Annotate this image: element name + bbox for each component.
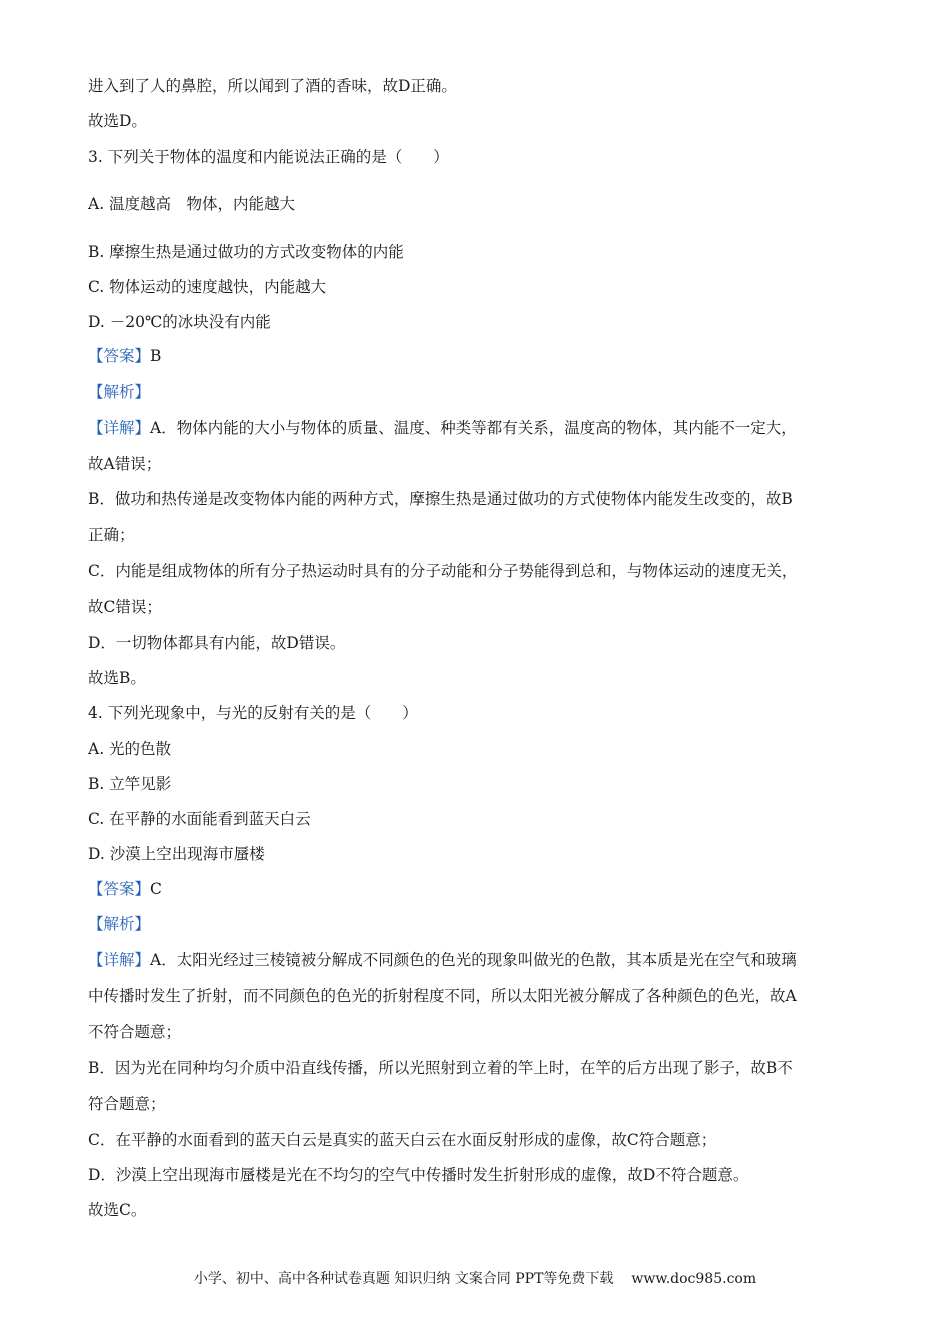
label-bracket: 】	[134, 915, 151, 933]
option-d: D. －20℃的冰块没有内能	[88, 313, 271, 331]
label-bracket: 】	[134, 347, 151, 365]
option-b: B. 摩擦生热是通过做功的方式改变物体的内能	[88, 243, 404, 261]
footer-text: 小学、初中、高中各种试卷真题 知识归纳 文案合同 PPT等免费下载	[193, 1271, 614, 1287]
option-b: B. 立竿见影	[88, 775, 172, 793]
footer-url-link[interactable]: www.doc985.com	[631, 1271, 757, 1287]
label-body: C	[150, 880, 162, 898]
detail-line: 不符合题意；	[88, 1023, 182, 1041]
detail-line: B．因为光在同种均匀介质中沿直线传播，所以光照射到立着的竿上时，在竿的后方出现了影子，故B不	[88, 1059, 793, 1077]
detail-line: C．在平静的水面看到的蓝天白云是真实的蓝天白云在水面反射形成的虚像，故C符合题意；	[88, 1131, 717, 1149]
answer-label	[88, 879, 868, 899]
detail-line: 符合题意；	[88, 1095, 166, 1113]
label-bracket: 【	[88, 951, 104, 969]
label-body: A．太阳光经过三棱镜被分解成不同颜色的色光的现象叫做光的色散，其本质是光在空气和玻璃	[150, 951, 797, 969]
label-bracket: 】	[134, 419, 151, 437]
label-bracket: 】	[134, 951, 151, 969]
label-text: 解析	[103, 383, 135, 401]
label-bracket: 【	[88, 383, 104, 401]
label-bracket: 】	[134, 383, 151, 401]
label-bracket: 【	[88, 419, 104, 437]
label-bracket: 【	[88, 915, 104, 933]
label-bracket: 【	[88, 880, 104, 898]
text-line: 故选C。	[88, 1201, 147, 1219]
option-c: C. 在平静的水面能看到蓝天白云	[88, 810, 311, 828]
label-body: B	[150, 347, 162, 365]
option-d: D. 沙漠上空出现海市蜃楼	[88, 845, 265, 863]
analysis-label	[88, 914, 868, 934]
question-3: 3. 下列关于物体的温度和内能说法正确的是（ ）	[88, 148, 449, 166]
question-4: 4. 下列光现象中，与光的反射有关的是（ ）	[88, 704, 418, 722]
option-c: C. 物体运动的速度越快，内能越大	[88, 278, 327, 296]
detail-line: 故C错误；	[88, 598, 162, 616]
label-body: A．物体内能的大小与物体的质量、温度、种类等都有关系，温度高的物体，其内能不一定大，	[150, 419, 797, 437]
detail-line: D．沙漠上空出现海市蜃楼是光在不均匀的空气中传播时发生折射形成的虚像，故D不符合题意。	[88, 1166, 749, 1184]
detail-line: 正确；	[88, 526, 135, 544]
text-line: 进入到了人的鼻腔，所以闻到了酒的香味，故D正确。	[88, 77, 457, 95]
option-a: A. 温度越高 物体，内能越大	[88, 195, 296, 213]
detail-line: 中传播时发生了折射，而不同颜色的色光的折射程度不同，所以太阳光被分解成了各种颜色的色光，故A	[88, 987, 797, 1005]
page-footer	[0, 1270, 950, 1288]
analysis-label	[88, 382, 868, 402]
label-text: 详解	[103, 951, 135, 969]
detail-line: 故A错误；	[88, 455, 162, 473]
label-text: 详解	[103, 419, 135, 437]
detail-line: C．内能是组成物体的所有分子热运动时具有的分子动能和分子势能得到总和，与物体运动的速度无关，	[88, 562, 798, 580]
label-text: 答案	[103, 880, 135, 898]
detail-line	[88, 418, 868, 438]
option-a: A. 光的色散	[88, 740, 172, 758]
detail-line	[88, 950, 868, 970]
detail-line: B．做功和热传递是改变物体内能的两种方式，摩擦生热是通过做功的方式使物体内能发生改变的，故B	[88, 490, 793, 508]
text-line: 故选B。	[88, 669, 146, 687]
label-bracket: 】	[134, 880, 151, 898]
label-bracket: 【	[88, 347, 104, 365]
label-text: 答案	[103, 347, 135, 365]
detail-line: D．一切物体都具有内能，故D错误。	[88, 634, 346, 652]
answer-label	[88, 346, 868, 366]
label-text: 解析	[103, 915, 135, 933]
text-line: 故选D。	[88, 112, 147, 130]
